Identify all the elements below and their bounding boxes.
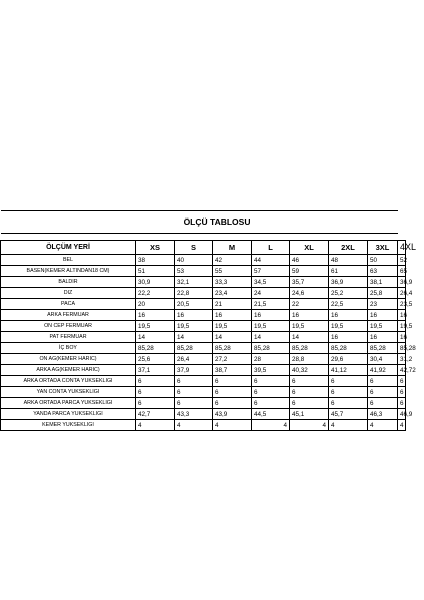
size-value-cell: 6 xyxy=(213,398,252,409)
size-value-cell: 6 xyxy=(136,398,175,409)
size-value-cell: 55 xyxy=(213,266,252,277)
size-header-s: S xyxy=(175,241,213,255)
size-header-xs: XS xyxy=(136,241,175,255)
row-label: ARKA ORTADA CONTA YUKSEKLIGI xyxy=(1,376,136,387)
size-value-cell: 44 xyxy=(252,255,290,266)
size-value-cell: 39,5 xyxy=(252,365,290,376)
table-row xyxy=(1,321,406,332)
table-row xyxy=(1,387,406,398)
table-row xyxy=(1,266,406,277)
size-value-cell: 16 xyxy=(398,310,406,321)
size-value-cell: 59 xyxy=(290,266,329,277)
size-value-cell: 20 xyxy=(136,299,175,310)
table-row xyxy=(1,365,406,376)
size-value-cell: 40 xyxy=(175,255,213,266)
size-header-2xl: 2XL xyxy=(329,241,368,255)
size-value-cell: 16 xyxy=(175,310,213,321)
size-value-cell: 6 xyxy=(368,387,398,398)
size-value-cell: 85,28 xyxy=(398,343,406,354)
size-value-cell: 38 xyxy=(136,255,175,266)
size-value-cell: 46,3 xyxy=(368,409,398,420)
table-row xyxy=(1,376,406,387)
size-value-cell: 16 xyxy=(329,332,368,343)
size-value-cell: 85,28 xyxy=(252,343,290,354)
size-value-cell: 16 xyxy=(368,332,398,343)
size-value-cell: 28 xyxy=(252,354,290,365)
size-value-cell: 44,5 xyxy=(252,409,290,420)
size-value-cell: 61 xyxy=(329,266,368,277)
size-chart xyxy=(0,210,417,431)
size-value-cell: 19,5 xyxy=(252,321,290,332)
size-value-cell: 43,9 xyxy=(213,409,252,420)
size-value-cell: 14 xyxy=(290,332,329,343)
row-label: PACA xyxy=(1,299,136,310)
size-value-cell: 16 xyxy=(136,310,175,321)
table-title-text: ÖLÇÜ TABLOSU xyxy=(183,216,251,227)
size-value-cell: 24 xyxy=(252,288,290,299)
size-value-cell: 30,9 xyxy=(136,277,175,288)
size-value-cell: 14 xyxy=(175,332,213,343)
size-value-cell: 34,5 xyxy=(252,277,290,288)
size-value-cell: 85,28 xyxy=(329,343,368,354)
size-header-m: M xyxy=(213,241,252,255)
gap-row xyxy=(1,234,406,241)
size-value-cell: 21 xyxy=(213,299,252,310)
size-value-cell: 85,28 xyxy=(368,343,398,354)
size-value-cell: 4 xyxy=(252,420,290,431)
size-value-cell: 16 xyxy=(252,310,290,321)
size-value-cell: 6 xyxy=(290,376,329,387)
size-value-cell: 25,6 xyxy=(136,354,175,365)
row-label: ON AG(KEMER HARIC) xyxy=(1,354,136,365)
size-value-cell: 6 xyxy=(175,376,213,387)
row-label: BEL xyxy=(1,255,136,266)
size-value-cell: 19,5 xyxy=(213,321,252,332)
size-value-cell: 32,1 xyxy=(175,277,213,288)
size-value-cell: 23,5 xyxy=(398,299,406,310)
size-value-cell: 37,9 xyxy=(175,365,213,376)
row-label: BALDIR xyxy=(1,277,136,288)
size-value-cell: 42 xyxy=(213,255,252,266)
size-value-cell: 6 xyxy=(175,387,213,398)
size-value-cell: 4 xyxy=(368,420,398,431)
size-value-cell: 6 xyxy=(329,398,368,409)
size-value-cell: 6 xyxy=(175,398,213,409)
size-value-cell: 19,5 xyxy=(368,321,398,332)
size-value-cell: 19,5 xyxy=(136,321,175,332)
size-value-cell: 6 xyxy=(213,376,252,387)
size-value-cell: 22 xyxy=(290,299,329,310)
size-value-cell: 22,2 xyxy=(136,288,175,299)
size-value-cell: 14 xyxy=(136,332,175,343)
size-value-cell: 53 xyxy=(175,266,213,277)
size-value-cell: 46,9 xyxy=(398,409,406,420)
size-value-cell: 6 xyxy=(398,398,406,409)
size-table-body xyxy=(1,211,417,431)
size-value-cell: 6 xyxy=(329,387,368,398)
size-value-cell: 51 xyxy=(136,266,175,277)
table-title xyxy=(1,211,398,234)
size-value-cell: 38,1 xyxy=(368,277,398,288)
size-value-cell: 4 xyxy=(290,420,329,431)
size-value-cell: 14 xyxy=(252,332,290,343)
size-value-cell: 23 xyxy=(368,299,398,310)
size-header-3xl: 3XL xyxy=(368,241,398,255)
size-value-cell: 26,4 xyxy=(175,354,213,365)
size-value-cell: 36,9 xyxy=(329,277,368,288)
size-value-cell: 28,8 xyxy=(290,354,329,365)
size-value-cell: 25,8 xyxy=(368,288,398,299)
size-value-cell: 4 xyxy=(329,420,368,431)
table-row xyxy=(1,299,406,310)
size-value-cell: 6 xyxy=(290,387,329,398)
size-value-cell: 4 xyxy=(398,420,406,431)
size-value-cell: 19,5 xyxy=(329,321,368,332)
size-value-cell: 4 xyxy=(175,420,213,431)
size-header-xl: XL xyxy=(290,241,329,255)
size-value-cell: 6 xyxy=(252,387,290,398)
size-value-cell: 6 xyxy=(252,376,290,387)
size-value-cell: 21,5 xyxy=(252,299,290,310)
gap-cell xyxy=(1,234,398,241)
size-value-cell: 45,7 xyxy=(329,409,368,420)
size-value-cell: 33,3 xyxy=(213,277,252,288)
size-value-cell: 25,2 xyxy=(329,288,368,299)
size-value-cell: 6 xyxy=(368,376,398,387)
size-value-cell: 45,1 xyxy=(290,409,329,420)
size-table xyxy=(0,210,417,431)
size-value-cell: 37,1 xyxy=(136,365,175,376)
size-value-cell: 6 xyxy=(368,398,398,409)
size-header-l: L xyxy=(252,241,290,255)
size-value-cell: 19,5 xyxy=(175,321,213,332)
size-value-cell: 41,92 xyxy=(368,365,398,376)
size-value-cell: 38,7 xyxy=(213,365,252,376)
size-value-cell: 6 xyxy=(136,376,175,387)
table-row xyxy=(1,354,406,365)
row-label: KEMER YUKSEKLIGI xyxy=(1,420,136,431)
size-value-cell: 63 xyxy=(368,266,398,277)
size-value-cell: 19,5 xyxy=(290,321,329,332)
table-row xyxy=(1,343,406,354)
size-value-cell: 85,28 xyxy=(136,343,175,354)
size-value-cell: 23,4 xyxy=(213,288,252,299)
row-label: DIZ xyxy=(1,288,136,299)
size-value-cell: 6 xyxy=(213,387,252,398)
size-value-cell: 6 xyxy=(329,376,368,387)
size-value-cell: 50 xyxy=(368,255,398,266)
row-label: YANDA PARCA YUKSEKLIGI xyxy=(1,409,136,420)
row-label: BASEN(KEMER ALTINDAN18 CM) xyxy=(1,266,136,277)
size-value-cell: 6 xyxy=(398,387,406,398)
size-value-cell: 4 xyxy=(136,420,175,431)
table-row xyxy=(1,409,406,420)
size-value-cell: 35,7 xyxy=(290,277,329,288)
size-value-cell: 43,3 xyxy=(175,409,213,420)
table-row xyxy=(1,420,406,431)
size-value-cell: 65 xyxy=(398,266,406,277)
row-label: İÇ BOY xyxy=(1,343,136,354)
header-row xyxy=(1,241,406,255)
size-value-cell: 16 xyxy=(329,310,368,321)
size-value-cell: 6 xyxy=(398,376,406,387)
header-label: ÖLÇÜM YERİ xyxy=(1,241,136,255)
size-value-cell: 42,7 xyxy=(136,409,175,420)
size-value-cell: 85,28 xyxy=(290,343,329,354)
size-value-cell: 29,6 xyxy=(329,354,368,365)
size-value-cell: 24,6 xyxy=(290,288,329,299)
title-row xyxy=(1,211,406,234)
size-value-cell: 16 xyxy=(213,310,252,321)
row-label: ARKA AG(KEMER HARIC) xyxy=(1,365,136,376)
row-label: YAN CONTA YUKSEKLIGI xyxy=(1,387,136,398)
table-row xyxy=(1,398,406,409)
size-value-cell: 16 xyxy=(290,310,329,321)
size-value-cell: 6 xyxy=(290,398,329,409)
table-row xyxy=(1,277,406,288)
size-value-cell: 40,32 xyxy=(290,365,329,376)
table-row xyxy=(1,310,406,321)
size-value-cell: 52 xyxy=(398,255,406,266)
size-value-cell: 16 xyxy=(368,310,398,321)
size-value-cell: 16 xyxy=(398,332,406,343)
table-row xyxy=(1,288,406,299)
size-value-cell: 26,4 xyxy=(398,288,406,299)
size-value-cell: 14 xyxy=(213,332,252,343)
size-value-cell: 6 xyxy=(252,398,290,409)
row-label: ON CEP FERMUAR xyxy=(1,321,136,332)
size-value-cell: 36,9 xyxy=(398,277,406,288)
size-value-cell: 30,4 xyxy=(368,354,398,365)
size-value-cell: 22,5 xyxy=(329,299,368,310)
row-label: ARKA ORTADA PARCA YUKSEKLIGI xyxy=(1,398,136,409)
row-label: ARKA FERMUAR xyxy=(1,310,136,321)
size-value-cell: 6 xyxy=(136,387,175,398)
row-label: PAT FERMUAR xyxy=(1,332,136,343)
size-header-4xl: 4XL xyxy=(398,241,406,255)
size-value-cell: 20,5 xyxy=(175,299,213,310)
size-value-cell: 48 xyxy=(329,255,368,266)
table-row xyxy=(1,255,406,266)
table-row xyxy=(1,332,406,343)
size-value-cell: 57 xyxy=(252,266,290,277)
size-value-cell: 4 xyxy=(213,420,252,431)
size-value-cell: 22,8 xyxy=(175,288,213,299)
size-value-cell: 42,72 xyxy=(398,365,406,376)
size-value-cell: 85,28 xyxy=(175,343,213,354)
size-value-cell: 85,28 xyxy=(213,343,252,354)
size-value-cell: 46 xyxy=(290,255,329,266)
size-value-cell: 19,5 xyxy=(398,321,406,332)
size-value-cell: 31,2 xyxy=(398,354,406,365)
size-value-cell: 41,12 xyxy=(329,365,368,376)
size-value-cell: 27,2 xyxy=(213,354,252,365)
